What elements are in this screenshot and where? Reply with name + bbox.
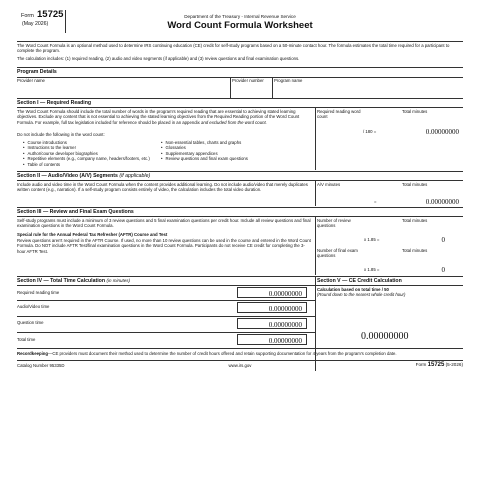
footer-form-date: (5-2026) <box>445 362 463 367</box>
required-reading-time-field[interactable] <box>237 287 307 298</box>
ce-credit-calculation-label: Calculation based on total time / 50 <box>317 287 389 292</box>
form-prefix: Form <box>21 13 34 19</box>
total-time-field[interactable] <box>237 334 307 345</box>
review-questions-label: Number of review questions <box>317 218 351 229</box>
av-time-field[interactable] <box>237 302 307 313</box>
provider-name-label: Provider name <box>17 78 45 83</box>
recordkeeping-note <box>17 351 463 356</box>
list-item: • Non-essential tables, charts and graphs <box>161 140 311 145</box>
department-name: Department of the Treasury - Internal Revenue Service <box>184 14 296 19</box>
provider-name-field[interactable] <box>18 85 228 96</box>
question-time-value: 0.00000000 <box>268 320 302 329</box>
final-exam-questions-input[interactable] <box>317 259 362 271</box>
footer-form-number: 15725 <box>427 362 445 368</box>
required-reading-word-count-input[interactable] <box>317 121 362 133</box>
ce-credit-value: 0.00000000 <box>361 331 409 342</box>
section1-description: The Word Count Formula should include the total number of words in the program's required reading that are essential to achieving stated learning objectives. Exclude any content that is not essential to achieving the stated learning objectives from the Required Reading portion of the Word Count Formula. For example, full tax legislation included for reference should be placed in an appendix <box>17 109 300 125</box>
section2-heading <box>17 173 150 179</box>
final-multiplier: x 1.85 = <box>364 267 380 272</box>
section4-heading <box>17 278 130 284</box>
form-date: (May 2026) <box>22 21 49 27</box>
section2-note: (if applicable) <box>119 173 151 179</box>
total-time-label: Total time <box>17 337 36 342</box>
section5-heading: Section V — CE Credit Calculation <box>317 278 402 284</box>
section4-note: (in minutes) <box>106 278 130 283</box>
av-minutes-label: A/V minutes <box>317 182 341 187</box>
recordkeeping-label: Recordkeeping <box>17 351 49 356</box>
catalog-number: Catalog Number 95335D <box>17 363 65 368</box>
list-item: • Supplementary appendices <box>161 151 311 156</box>
list-item: • Table of contents <box>23 162 223 167</box>
review-total-minutes-label: Total minutes <box>402 218 428 223</box>
list-item: • Review questions and final exam questions <box>161 156 311 161</box>
section1-total-minutes-value: 0.00000000 <box>425 128 459 136</box>
section4-title: Section IV — Total Time Calculation <box>17 278 106 284</box>
required-reading-time-value: 0.00000000 <box>268 289 302 298</box>
divide-by-180: / 180 = <box>363 129 377 134</box>
list-item: • Repetitive elements (e.g., company name, headers/footers, etc.) <box>23 156 223 161</box>
provider-number-field[interactable] <box>232 85 270 96</box>
exclusion-list-right <box>161 140 311 162</box>
program-name-field[interactable] <box>274 85 462 96</box>
do-not-include-label: Do not include the following in the word count: <box>17 132 105 137</box>
list-item: • Instructions to the learner <box>23 145 223 150</box>
section3-text: Self-study programs must include a minimum of 3 review questions and 5 final examination questions per credit hour. Include all review questions and final examination questions in the Word Count Formula. <box>17 218 311 229</box>
question-time-field[interactable] <box>237 318 307 329</box>
final-total-minutes-label: Total minutes <box>402 248 428 253</box>
av-time-label: Audio/Video time <box>17 304 50 309</box>
section2-title: Section II — Audio/Video (A/V) Segments <box>17 173 118 179</box>
review-questions-input[interactable] <box>317 229 362 241</box>
intro-paragraph: The Word Count Formula is an optional method used to determine IRS continuing education (CE) credit for self-study programs based on a 50-minute contact hour. The formula estimates the total time required for a participant to complete the program. <box>17 43 450 54</box>
total-time-value: 0.00000000 <box>268 336 302 345</box>
footer-form-prefix: Form <box>415 362 427 367</box>
question-time-label: Question time <box>17 320 44 325</box>
av-minutes-input[interactable] <box>317 189 362 201</box>
final-exam-questions-label: Number of final exam questions <box>317 248 358 259</box>
equals-sign: = <box>374 199 377 204</box>
section3-heading: Section III — Review and Final Exam Questions <box>17 209 134 215</box>
list-item: • Course introductions <box>23 140 223 145</box>
list-item: • Glossaries <box>161 145 311 150</box>
program-details-heading: Program Details <box>17 69 57 75</box>
section2-text: Include audio and video time in the Word Count Formula when the content provides additional learning. Do not include audio/video that merely duplicates written content (e.g., narration). If a self-study program consists entirely of video, the calculation includes the total video duration. <box>17 182 308 193</box>
website-link[interactable]: www.irs.gov <box>228 363 252 368</box>
section1-text <box>17 109 312 125</box>
form-number: 15725 <box>37 9 64 20</box>
section2-total-minutes-value: 0.00000000 <box>425 198 459 206</box>
aftr-special-rule-heading: Special rule for the Annual Federal Tax Refresher (AFTR) Course and Test <box>17 232 168 237</box>
intro-calculation-note: The calculation includes: (1) required reading, (2) audio and video segments (if applicable) and (3) review questions and final examination questions. <box>17 56 300 61</box>
section2-total-minutes-label: Total minutes <box>402 182 428 187</box>
section1-heading: Section I — Required Reading <box>17 100 92 106</box>
footer-form-id <box>416 362 463 368</box>
required-reading-label: Required reading word count <box>317 109 361 120</box>
list-item: • Author/course developer biographies <box>23 151 223 156</box>
review-multiplier: x 1.85 = <box>364 237 380 242</box>
required-reading-time-label: Required reading time <box>17 290 60 295</box>
section1-total-minutes-label: Total minutes <box>402 109 428 114</box>
provider-number-label: Provider number <box>232 78 264 83</box>
section1-description-italic: and excluded from the word count. <box>200 119 267 125</box>
final-total-minutes-value: 0 <box>441 266 445 274</box>
program-name-label: Program name <box>274 78 303 83</box>
page-title: Word Count Formula Worksheet <box>167 20 313 31</box>
av-time-value: 0.00000000 <box>268 304 302 313</box>
review-total-minutes-value: 0 <box>441 236 445 244</box>
ce-credit-round-note: (Round down to the nearest whole credit hour) <box>317 292 406 297</box>
aftr-special-rule-text: Review questions aren't required in the AFTR Course. If used, no more than 10 review questions can be used in the course and entered in the Word Count Formula. Do NOT include AFTR Test/final examination questions in the Word Count Formula. Participants do not receive CE credit for completing the 3-hour AFTR Test. <box>17 238 311 254</box>
recordkeeping-text: —CE providers must document their method used to determine the number of credit hours offered and retain supporting documentation for 4 years from the program's completion date. <box>48 351 397 356</box>
